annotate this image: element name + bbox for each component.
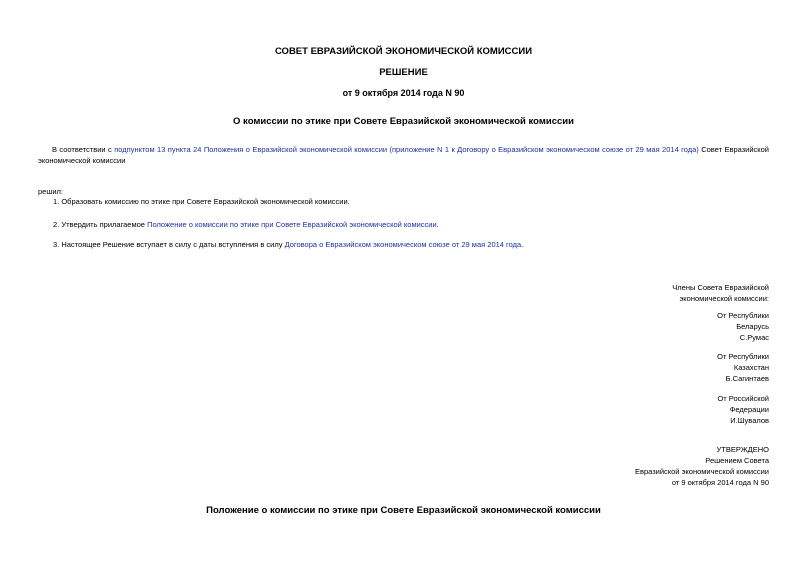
approval-block bbox=[635, 444, 769, 488]
decision-item-1 bbox=[53, 197, 350, 206]
document-title: О комиссии по этике при Совете Евразийской экономической комиссии bbox=[233, 116, 574, 127]
preamble-link[interactable]: подпунктом 13 пункта 24 Положения о Евразийской экономической комиссии (приложение N 1 к Договору о Евразийском экономическом союзе от 29 мая 2014 года) bbox=[114, 145, 699, 154]
doc-date-number: от 9 октября 2014 года N 90 bbox=[342, 88, 465, 98]
signatory-kazakhstan-line-2: Казахстан bbox=[733, 363, 769, 372]
signatory-russia bbox=[717, 393, 769, 426]
decision-item-2 bbox=[53, 220, 439, 229]
decision-item-1-text: 1. Образовать комиссию по этике при Совете Евразийской экономической комиссии. bbox=[53, 197, 350, 206]
signatory-belarus-name: С.Румас bbox=[739, 333, 769, 342]
members-line-1: Члены Совета Евразийской bbox=[672, 283, 769, 292]
decision-item-2-lead: 2. Утвердить прилагаемое bbox=[53, 220, 148, 229]
signatory-russia-name: И.Шувалов bbox=[730, 416, 769, 425]
members-heading bbox=[672, 282, 769, 304]
signatory-belarus-line-2: Беларусь bbox=[736, 322, 769, 331]
doc-type: РЕШЕНИЕ bbox=[379, 67, 428, 78]
approval-line-1: УТВЕРЖДЕНО bbox=[716, 445, 769, 454]
decision-item-3-tail: . bbox=[521, 240, 524, 249]
treaty-link[interactable]: Договора о Евразийском экономическом союзе от 29 мая 2014 года bbox=[284, 240, 522, 249]
preamble-tail: Совет Евразийской экономической комиссии bbox=[38, 145, 769, 165]
signatory-belarus bbox=[717, 310, 769, 343]
approval-line-2: Решением Совета bbox=[705, 456, 769, 465]
signatory-belarus-line-1: От Республики bbox=[717, 311, 769, 320]
preamble-paragraph bbox=[38, 144, 769, 166]
approval-line-3: Евразийской экономической комиссии bbox=[634, 467, 769, 476]
preamble-lead: В соответствии с bbox=[52, 145, 115, 154]
regulation-link[interactable]: Положение о комиссии по этике при Совете Евразийской экономической комиссии bbox=[147, 220, 437, 229]
approval-line-4: от 9 октября 2014 года N 90 bbox=[671, 478, 769, 487]
signatory-kazakhstan bbox=[717, 351, 769, 384]
signatory-russia-line-1: От Российской bbox=[717, 394, 769, 403]
annex-title: Положение о комиссии по этике при Совете Евразийской экономической комиссии bbox=[206, 505, 601, 516]
members-line-2: экономической комиссии: bbox=[679, 294, 769, 303]
decision-item-2-tail: . bbox=[436, 220, 439, 229]
signatory-kazakhstan-name: Б.Сагинтаев bbox=[725, 374, 769, 383]
signatory-kazakhstan-line-1: От Республики bbox=[717, 352, 769, 361]
org-header: СОВЕТ ЕВРАЗИЙСКОЙ ЭКОНОМИЧЕСКОЙ КОМИССИИ bbox=[274, 46, 533, 57]
decision-item-3-lead: 3. Настоящее Решение вступает в силу с даты вступления в силу bbox=[53, 240, 285, 249]
decided-label: решил: bbox=[38, 187, 64, 196]
decision-item-3 bbox=[53, 240, 523, 249]
signatory-russia-line-2: Федерации bbox=[729, 405, 769, 414]
